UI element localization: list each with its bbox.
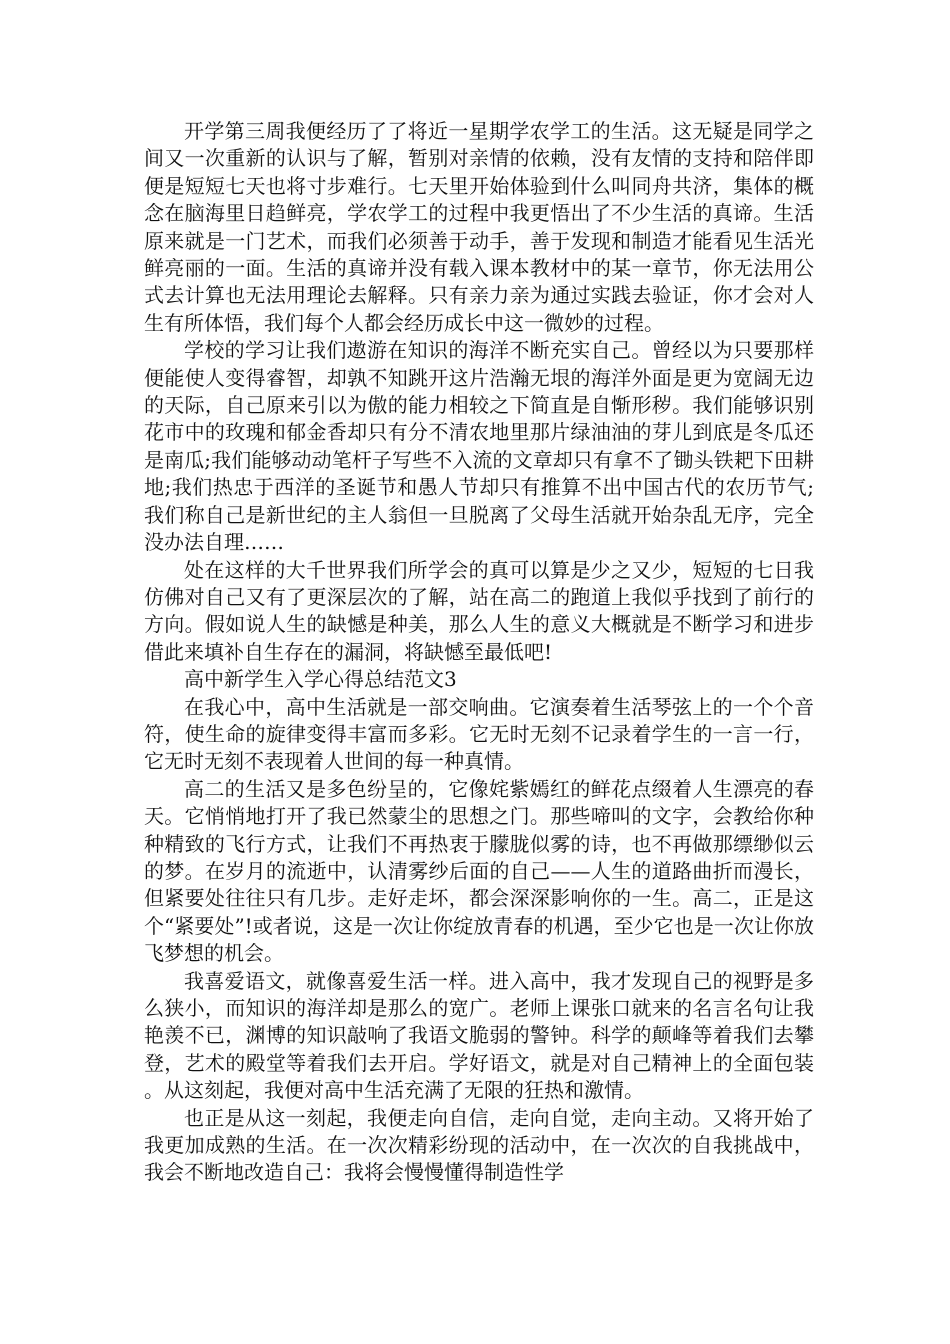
paragraph-conclusion: 处在这样的大千世界我们所学会的真可以算是少之又少，短短的七日我仿佛对自己又有了更深层次的了解，站在高二的跑道上我似乎找到了前行的方向。假如说人生的缺憾是种美，那么人生的意义大概就是不断学习和进步借此来填补自生存在的漏洞，将缺憾至最低吧! [144, 557, 814, 664]
paragraph-labor-week: 开学第三周我便经历了了将近一星期学农学工的生活。这无疑是同学之间又一次重新的认识与了解，暂别对亲情的依赖，没有友情的支持和陪伴即便是短短七天也将寸步难行。七天里开始体验到什么叫同舟共济，集体的概念在脑海里日趋鲜亮，学农学工的过程中我更悟出了不少生活的真谛。生活原来就是一门艺术，而我们必须善于动手，善于发现和制造才能看见生活光鲜亮丽的一面。生活的真谛并没有载入课本教材中的某一章节，你无法用公式去计算也无法用理论去解释。只有亲力亲为通过实践去验证，你才会对人生有所体悟，我们每个人都会经历成长中这一微妙的过程。 [144, 119, 814, 335]
section-heading: 高中新学生入学心得总结范文3 [184, 667, 457, 692]
paragraph-school-study: 学校的学习让我们遨游在知识的海洋不断充实自己。曾经以为只要那样便能使人变得睿智，却孰不知跳开这片浩瀚无垠的海洋外面是更为宽阔无边的天际，自己原来引以为傲的能力相较之下简直是自惭形秽。我们能够识别花市中的玫瑰和郁金香却只有分不清农地里那片绿油油的芽儿到底是冬瓜还是南瓜;我们能够动动笔杆子写些不入流的文章却只有拿不了锄头铁耙下田耕地;我们热忠于西洋的圣诞节和愚人节却只有推算不出中国古代的农历节气;我们称自己是新世纪的主人翁但一旦脱离了父母生活就开始杂乱无序，完全没办法自理…… [144, 338, 814, 555]
paragraph-love-chinese: 我喜爱语文，就像喜爱生活一样。进入高中，我才发现自己的视野是多么狭小，而知识的海洋却是那么的宽广。老师上课张口就来的名言名句让我艳羡不已，渊博的知识敲响了我语文脆弱的警钟。科学的颠峰等着我们去攀登，艺术的殿堂等着我们去开启。学好语文，就是对自己精神上的全面包装。从这刻起，我便对高中生活充满了无限的狂热和激情。 [144, 968, 814, 1103]
paragraph-symphony: 在我心中，高中生活就是一部交响曲。它演奏着生活琴弦上的一个个音符，使生命的旋律变得丰富而多彩。它无时无刻不记录着学生的一言一行，它无时无刻不表现着人世间的每一种真情。 [144, 694, 814, 774]
paragraph-confidence: 也正是从这一刻起，我便走向自信，走向自觉，走向主动。又将开始了我更加成熟的生活。在一次次精彩纷现的活动中，在一次次的自我挑战中，我会不断地改造自己：我将会慢慢懂得制造性学 [144, 1105, 814, 1185]
paragraph-colorful-life: 高二的生活又是多色纷呈的，它像姹紫嫣红的鲜花点缀着人生漂亮的春天。它悄悄地打开了我已然蒙尘的思想之门。那些啼叫的文字，会教给你种种精致的飞行方式，让我们不再热衷于朦胧似雾的诗，也不再做那缥缈似云的梦。在岁月的流逝中，认清雾纱后面的自己——人生的道路曲折而漫长，但紧要处往往只有几步。走好走坏，都会深深影响你的一生。高二，正是这个“紧要处”!或者说，这是一次让你绽放青春的机遇，至少它也是一次让你放飞梦想的机会。 [144, 776, 814, 966]
document-page [144, 118, 814, 1187]
